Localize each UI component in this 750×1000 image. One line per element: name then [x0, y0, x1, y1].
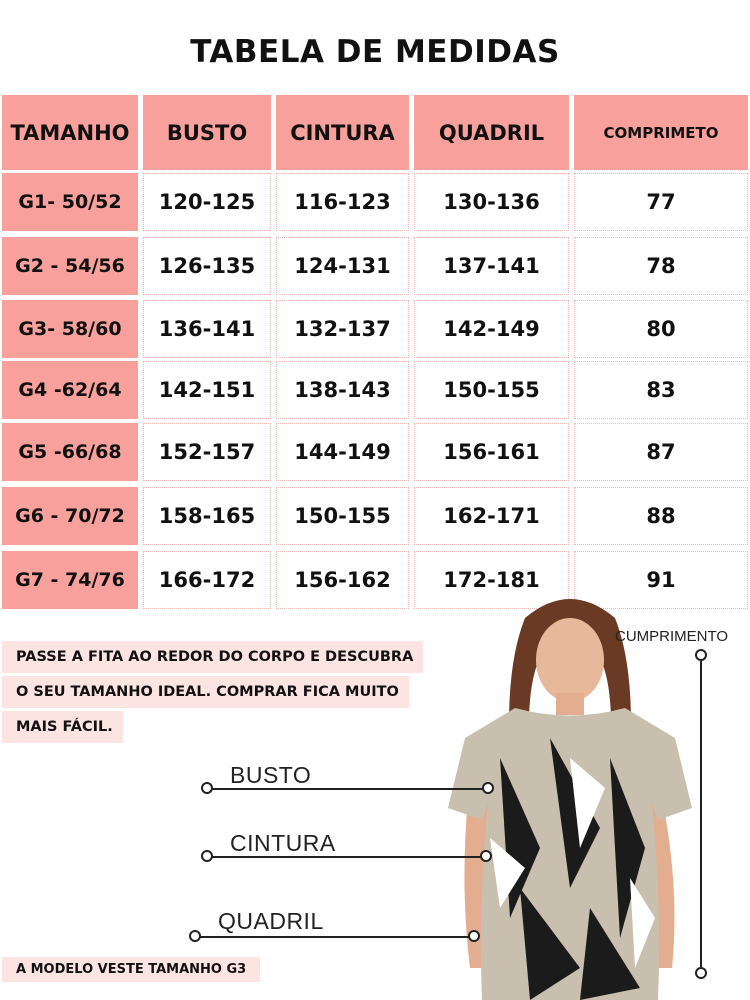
hip-dot-right	[468, 930, 480, 942]
length-cell: 87	[574, 423, 748, 481]
instruction-line: MAIS FÁCIL.	[2, 711, 123, 743]
hip-cell: 150-155	[414, 361, 569, 419]
waist-cell: 156-162	[276, 551, 409, 609]
size-cell: G2 - 54/56	[2, 237, 138, 295]
length-cell: 83	[574, 361, 748, 419]
bust-cell: 120-125	[143, 173, 271, 231]
hip-cell: 162-171	[414, 487, 569, 545]
table-row	[2, 423, 748, 481]
header-waist: CINTURA	[276, 95, 409, 170]
instruction-line: PASSE A FITA AO REDOR DO CORPO E DESCUBRA	[2, 641, 423, 673]
bust-cell: 152-157	[143, 423, 271, 481]
hip-line	[196, 936, 474, 938]
size-cell: G3- 58/60	[2, 300, 138, 358]
page-title: TABELA DE MEDIDAS	[190, 34, 560, 70]
table-row	[2, 173, 748, 231]
table-row	[2, 487, 748, 545]
size-cell: G4 -62/64	[2, 361, 138, 419]
length-dot-top	[695, 649, 707, 661]
length-line	[700, 656, 702, 974]
waist-dot-right	[480, 850, 492, 862]
table-row	[2, 300, 748, 358]
waist-cell: 124-131	[276, 237, 409, 295]
length-cell: 88	[574, 487, 748, 545]
hip-cell: 137-141	[414, 237, 569, 295]
table-row	[2, 237, 748, 295]
bust-dot-right	[482, 782, 494, 794]
table-row	[2, 361, 748, 419]
bust-cell: 142-151	[143, 361, 271, 419]
length-label: CUMPRIMENTO	[615, 628, 729, 645]
model-size-note: A MODELO VESTE TAMANHO G3	[2, 957, 260, 982]
hip-label: QUADRIL	[218, 908, 324, 934]
hip-cell: 156-161	[414, 423, 569, 481]
bust-cell: 136-141	[143, 300, 271, 358]
header-size: TAMANHO	[2, 95, 138, 170]
bust-cell: 158-165	[143, 487, 271, 545]
table-header-row	[2, 95, 748, 170]
waist-dot-left	[201, 850, 213, 862]
bust-label: BUSTO	[230, 762, 312, 788]
size-cell: G7 - 74/76	[2, 551, 138, 609]
size-cell: G1- 50/52	[2, 173, 138, 231]
length-cell: 80	[574, 300, 748, 358]
waist-cell: 144-149	[276, 423, 409, 481]
measuring-instructions	[2, 641, 468, 746]
waist-cell: 150-155	[276, 487, 409, 545]
header-length: COMPRIMETO	[574, 95, 748, 170]
length-cell: 77	[574, 173, 748, 231]
waist-cell: 132-137	[276, 300, 409, 358]
length-cell: 78	[574, 237, 748, 295]
bust-dot-left	[201, 782, 213, 794]
waist-cell: 116-123	[276, 173, 409, 231]
header-hip: QUADRIL	[414, 95, 569, 170]
model-neck	[556, 693, 584, 715]
bust-cell: 166-172	[143, 551, 271, 609]
length-cell: 91	[574, 551, 748, 609]
hip-cell: 142-149	[414, 300, 569, 358]
hip-cell: 172-181	[414, 551, 569, 609]
waist-cell: 138-143	[276, 361, 409, 419]
hip-cell: 130-136	[414, 173, 569, 231]
bust-cell: 126-135	[143, 237, 271, 295]
model-face	[536, 618, 604, 702]
size-cell: G5 -66/68	[2, 423, 138, 481]
hip-dot-left	[189, 930, 201, 942]
length-dot-bottom	[695, 967, 707, 979]
size-cell: G6 - 70/72	[2, 487, 138, 545]
header-bust: BUSTO	[143, 95, 271, 170]
instruction-line: O SEU TAMANHO IDEAL. COMPRAR FICA MUITO	[2, 676, 409, 708]
waist-label: CINTURA	[230, 830, 336, 856]
